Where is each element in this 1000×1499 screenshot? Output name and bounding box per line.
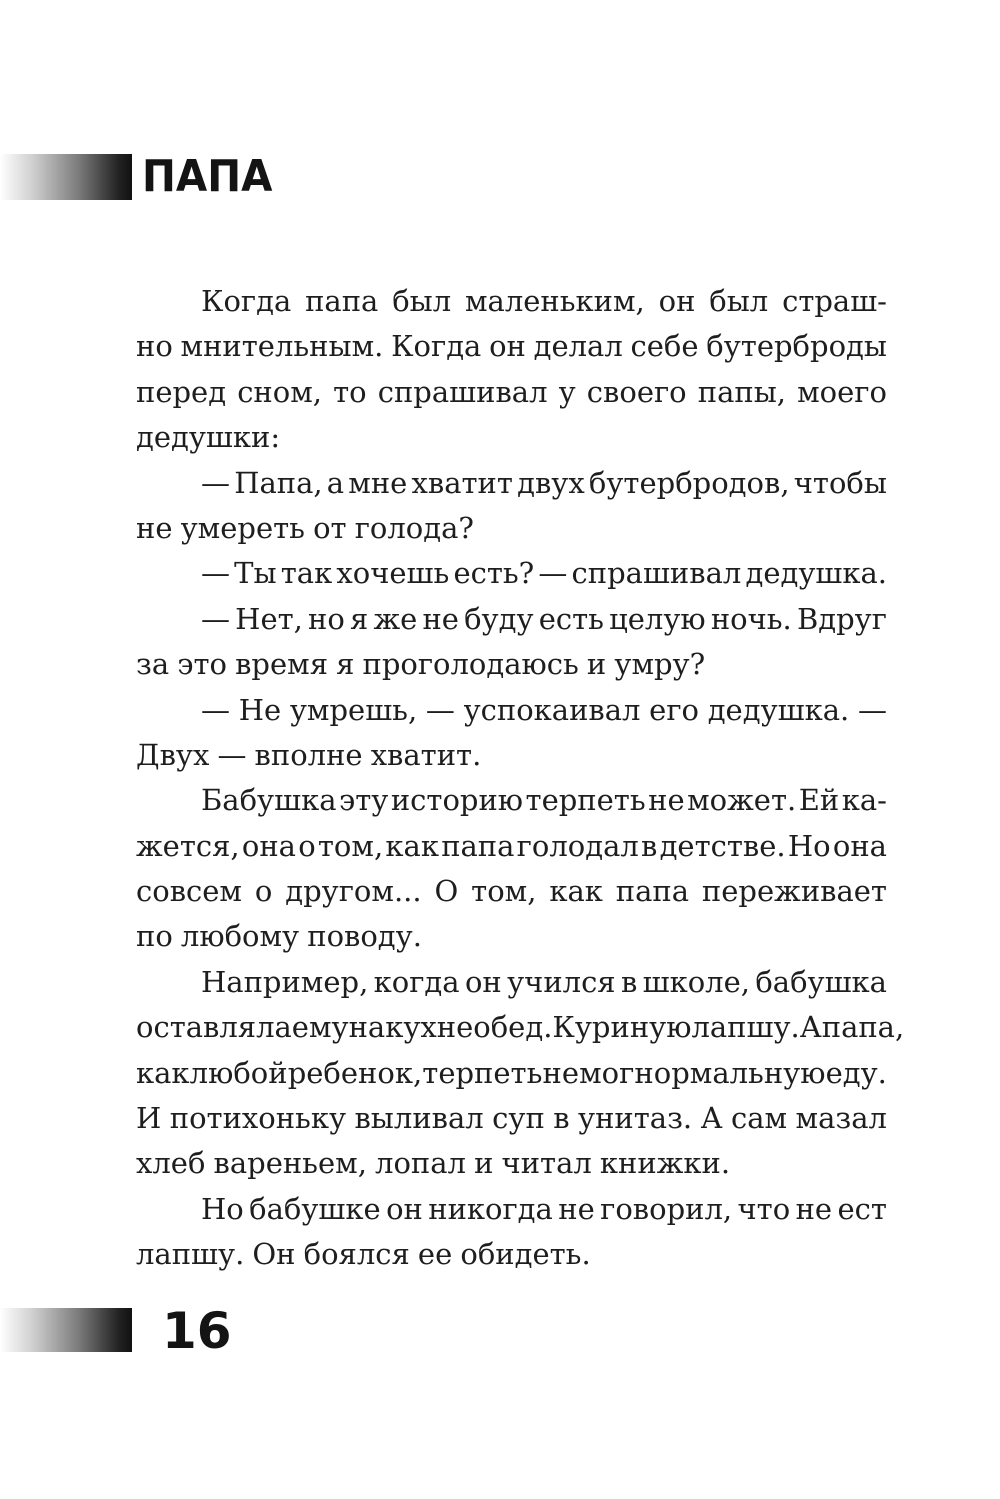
- word: —: [217, 737, 247, 772]
- word: двух: [517, 465, 585, 500]
- word: суп: [492, 1101, 545, 1136]
- word: И: [136, 1101, 162, 1136]
- text-line: [136, 597, 887, 642]
- word: от: [313, 510, 347, 545]
- word: другом...: [285, 874, 422, 909]
- word: и: [586, 647, 607, 682]
- word: сном,: [237, 374, 322, 409]
- word: он: [658, 284, 696, 318]
- word: унитаз.: [578, 1101, 693, 1136]
- word: себе: [630, 329, 699, 364]
- word: он: [386, 1191, 423, 1226]
- word: в: [553, 1101, 570, 1136]
- word: своего: [586, 374, 687, 409]
- word: потихоньку: [169, 1101, 347, 1136]
- text-line: [136, 324, 887, 369]
- word: книжки.: [599, 1146, 731, 1181]
- word: был: [392, 284, 452, 318]
- word: чтобы: [793, 465, 887, 500]
- word: не: [542, 1055, 579, 1090]
- word: никогда: [428, 1191, 553, 1226]
- word: сам: [730, 1101, 788, 1136]
- word: Он: [252, 1237, 296, 1272]
- text-line: [136, 960, 887, 1005]
- word: бутербродов,: [588, 465, 790, 500]
- word: совсем: [136, 874, 242, 909]
- word: умереть: [180, 510, 305, 545]
- word: папа: [615, 874, 690, 909]
- word: —: [538, 556, 568, 591]
- word: хватит.: [370, 737, 482, 772]
- word: говорил,: [600, 1191, 733, 1226]
- word: на: [348, 1010, 386, 1045]
- word: —: [201, 556, 230, 591]
- word: за: [136, 647, 170, 682]
- word: том,: [471, 874, 537, 909]
- word: папа: [441, 828, 515, 863]
- word: ребенок,: [287, 1055, 423, 1090]
- word: время: [235, 647, 328, 682]
- word: о: [298, 828, 316, 863]
- text-line: [136, 370, 887, 415]
- word: то: [333, 374, 367, 409]
- word: дедушки:: [136, 420, 281, 455]
- word: лапшу.: [136, 1237, 245, 1272]
- word: когда: [373, 964, 460, 999]
- word: лопал: [375, 1146, 466, 1181]
- text-line: [136, 642, 887, 687]
- word: голода?: [354, 510, 474, 545]
- word: ест: [837, 1191, 887, 1226]
- page-number: 16: [162, 1302, 232, 1360]
- word: хлеб: [136, 1146, 206, 1181]
- word: Когда: [201, 284, 292, 318]
- word: —: [201, 692, 230, 727]
- text-line: [136, 824, 887, 869]
- word: Но: [787, 828, 831, 863]
- word: не: [136, 510, 173, 545]
- word: умрешь,: [289, 692, 418, 727]
- word: еду.: [825, 1055, 887, 1090]
- word: читал: [501, 1146, 592, 1181]
- word: —: [201, 601, 230, 636]
- text-line: [136, 688, 887, 733]
- word: по: [136, 919, 173, 954]
- word: не: [558, 1191, 595, 1226]
- word: она: [832, 828, 887, 863]
- word: папы,: [697, 374, 786, 409]
- word: ночь.: [710, 601, 792, 636]
- word: обед.: [473, 1010, 553, 1045]
- text-line: [136, 415, 887, 460]
- word: целую: [609, 601, 706, 636]
- text-line: [136, 551, 887, 596]
- word: любому: [180, 919, 300, 954]
- word: хватит: [411, 465, 513, 500]
- word: обидеть.: [460, 1237, 591, 1272]
- word: спрашивал: [571, 556, 742, 591]
- word: Куриную: [552, 1010, 692, 1045]
- word: Вдруг: [796, 601, 887, 636]
- word: терпеть: [422, 1055, 543, 1090]
- word: маленьким,: [465, 284, 645, 318]
- word: том,: [317, 828, 384, 863]
- word: Ей: [798, 783, 840, 818]
- word: в: [641, 828, 658, 863]
- word: это: [177, 647, 227, 682]
- word: А: [799, 1010, 822, 1045]
- text-line: [136, 1051, 887, 1096]
- word: не: [795, 1191, 833, 1226]
- word: буду: [464, 601, 534, 636]
- text-line: [136, 506, 887, 551]
- word: в: [620, 964, 638, 999]
- word: —: [425, 692, 455, 727]
- word: —: [857, 692, 887, 727]
- word: ка-: [841, 783, 887, 818]
- word: Не: [238, 692, 282, 727]
- word: ее: [417, 1237, 453, 1272]
- word: детстве.: [659, 828, 786, 863]
- chapter-title: ПАПА: [142, 151, 273, 202]
- word: поводу.: [307, 919, 422, 954]
- word: мазал: [795, 1101, 887, 1136]
- word: он: [489, 329, 526, 364]
- word: Например,: [201, 964, 369, 999]
- text-line: [136, 1232, 887, 1277]
- word: О: [434, 874, 459, 909]
- text-line: [136, 778, 887, 823]
- word: но: [308, 601, 345, 636]
- word: мог: [579, 1055, 635, 1090]
- word: Бабушка: [201, 783, 337, 818]
- word: же: [373, 601, 418, 636]
- word: жется,: [136, 828, 240, 863]
- word: дедушка.: [745, 556, 887, 591]
- word: терпеть: [525, 783, 646, 818]
- text-line: [136, 1096, 887, 1141]
- word: мне: [348, 465, 408, 500]
- text-line: [136, 461, 887, 506]
- word: он: [464, 964, 502, 999]
- word: и: [474, 1146, 494, 1181]
- word: мнительным.: [180, 329, 384, 364]
- word: вполне: [254, 737, 363, 772]
- word: страш-: [782, 284, 887, 318]
- word: оставляла: [136, 1010, 292, 1045]
- word: моего: [797, 374, 887, 409]
- word: так: [280, 556, 333, 591]
- word: а: [326, 465, 345, 500]
- word: как: [136, 1055, 190, 1090]
- word: но: [136, 329, 173, 364]
- word: —: [201, 465, 230, 500]
- word: может.: [687, 783, 797, 818]
- word: как: [549, 874, 603, 909]
- word: Когда: [391, 329, 482, 364]
- word: что: [737, 1191, 791, 1226]
- word: Но: [201, 1191, 244, 1226]
- word: переживает: [701, 874, 887, 909]
- word: историю: [390, 783, 524, 818]
- word: его: [649, 692, 699, 727]
- chapter-title-gradient-bar: [0, 154, 132, 200]
- word: лапшу.: [691, 1010, 800, 1045]
- word: не: [648, 783, 685, 818]
- word: папа,: [821, 1010, 905, 1045]
- word: школе,: [642, 964, 750, 999]
- word: перед: [136, 374, 227, 409]
- word: Двух: [136, 737, 210, 772]
- word: боялся: [303, 1237, 410, 1272]
- word: А: [700, 1101, 723, 1136]
- word: учился: [507, 964, 616, 999]
- word: бабушка: [755, 964, 887, 999]
- text-line: [136, 1005, 905, 1050]
- word: делал: [533, 329, 623, 364]
- body-text: [136, 279, 905, 1278]
- word: есть: [538, 601, 604, 636]
- word: не: [422, 601, 459, 636]
- word: проголодаюсь: [362, 647, 579, 682]
- text-line: [136, 279, 887, 324]
- text-line: [136, 733, 887, 778]
- word: выливал: [354, 1101, 484, 1136]
- word: кухне: [385, 1010, 474, 1045]
- word: Нет,: [235, 601, 303, 636]
- word: был: [709, 284, 769, 318]
- word: как: [385, 828, 439, 863]
- word: Папа,: [234, 465, 323, 500]
- word: успокаивал: [463, 692, 641, 727]
- text-line: [136, 914, 887, 959]
- word: ему: [291, 1010, 349, 1045]
- word: бутерброды: [706, 329, 887, 364]
- word: я: [336, 647, 355, 682]
- text-line: [136, 1141, 887, 1186]
- page-number-gradient-bar: [0, 1308, 132, 1352]
- word: у: [558, 374, 576, 409]
- word: умру?: [614, 647, 706, 682]
- word: есть?: [453, 556, 535, 591]
- word: любой: [189, 1055, 288, 1090]
- word: вареньем,: [213, 1146, 367, 1181]
- word: нормальную: [634, 1055, 826, 1090]
- word: спрашивал: [377, 374, 548, 409]
- word: дедушка.: [707, 692, 850, 727]
- word: она: [241, 828, 296, 863]
- text-line: [136, 1187, 887, 1232]
- word: эту: [338, 783, 389, 818]
- word: Ты: [234, 556, 277, 591]
- word: голодал: [516, 828, 639, 863]
- word: о: [254, 874, 273, 909]
- word: я: [349, 601, 369, 636]
- word: бабушке: [249, 1191, 381, 1226]
- word: хочешь: [336, 556, 450, 591]
- word: папа: [305, 284, 379, 318]
- text-line: [136, 869, 887, 914]
